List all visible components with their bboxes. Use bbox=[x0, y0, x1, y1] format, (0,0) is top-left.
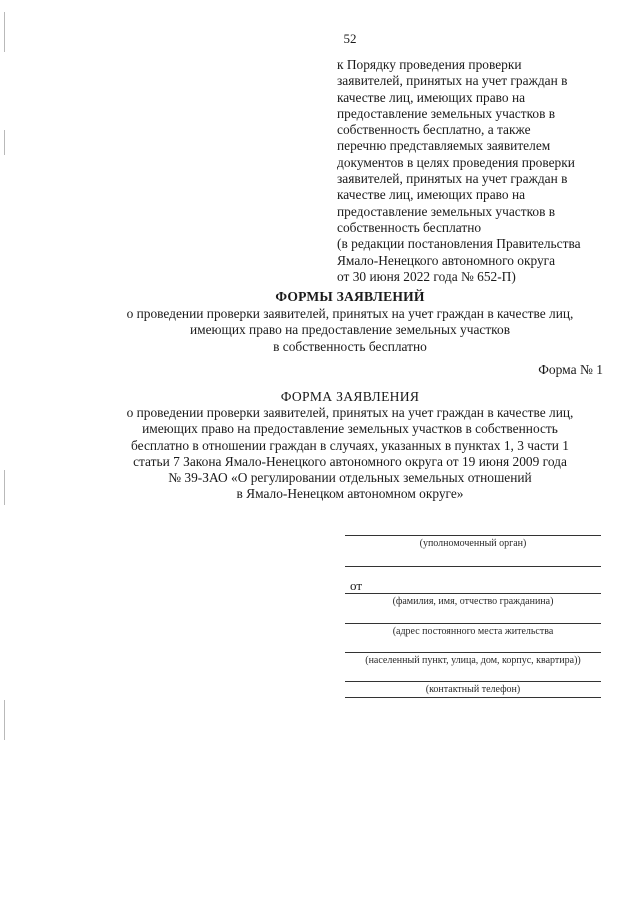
form-title: ФОРМА ЗАЯВЛЕНИЯ bbox=[280, 389, 420, 404]
form-description-line: имеющих право на предоставление земельных участков в собственность bbox=[142, 421, 558, 437]
name-caption: (фамилия, имя, отчество гражданина) bbox=[392, 596, 554, 607]
form-description bbox=[0, 405, 640, 503]
appendix-line: документов в целях проведения проверки bbox=[337, 154, 575, 170]
authority-fill-line-2 bbox=[345, 566, 601, 567]
form-description-line: в Ямало-Ненецком автономном округе» bbox=[236, 486, 464, 502]
appendix-line: качестве лиц, имеющих право на bbox=[337, 187, 526, 203]
address-detail-caption: (населенный пункт, улица, дом, корпус, квартира)) bbox=[365, 655, 581, 666]
scan-edge-mark bbox=[4, 130, 5, 155]
forms-subtitle-line: в собственность бесплатно bbox=[273, 338, 427, 354]
appendix-line: Ямало-Ненецкого автономного округа bbox=[337, 252, 556, 268]
page-number: 52 bbox=[343, 31, 357, 46]
appendix-line: собственность бесплатно, а также bbox=[337, 122, 531, 138]
appendix-line: перечню представляемых заявителем bbox=[337, 138, 551, 154]
authority-caption: (уполномоченный орган) bbox=[419, 538, 527, 549]
form-number: Форма № 1 bbox=[538, 362, 603, 377]
forms-subtitle-line: о проведении проверки заявителей, принятых на учет граждан в качестве лиц, bbox=[126, 306, 574, 321]
appendix-line: предоставление земельных участков в bbox=[337, 203, 556, 219]
name-fill-line bbox=[345, 593, 601, 594]
scan-edge-mark bbox=[4, 700, 5, 740]
appendix-line: собственность бесплатно bbox=[337, 219, 482, 235]
form-description-line: статьи 7 Закона Ямало-Ненецкого автономного округа от 19 июня 2009 года bbox=[133, 453, 567, 469]
form-description-line: № 39-ЗАО «О регулировании отдельных земельных отношений bbox=[168, 470, 532, 486]
appendix-line: качестве лиц, имеющих право на bbox=[337, 89, 526, 105]
phone-caption: (контактный телефон) bbox=[425, 684, 521, 695]
address-caption: (адрес постоянного места жительства bbox=[392, 626, 554, 637]
appendix-line: предоставление земельных участков в bbox=[337, 105, 556, 121]
authority-fill-line bbox=[345, 535, 601, 536]
address-fill-line bbox=[345, 623, 601, 624]
address-detail-fill-line bbox=[345, 652, 601, 653]
appendix-line: к Порядку проведения проверки bbox=[337, 57, 522, 72]
phone-fill-line-2 bbox=[345, 697, 601, 698]
forms-subtitle bbox=[0, 306, 640, 355]
phone-fill-line bbox=[345, 681, 601, 682]
forms-title: ФОРМЫ ЗАЯВЛЕНИЙ bbox=[275, 289, 425, 304]
appendix-line: (в редакции постановления Правительства bbox=[337, 236, 581, 252]
form-description-line: о проведении проверки заявителей, принятых на учет граждан в качестве лиц, bbox=[126, 405, 574, 420]
appendix-line: заявителей, принятых на учет граждан в bbox=[337, 73, 568, 89]
forms-subtitle-line: имеющих право на предоставление земельных участков bbox=[189, 322, 511, 338]
form-description-line: бесплатно в отношении граждан в случаях, указанных в пунктах 1, 3 части 1 bbox=[131, 437, 569, 453]
appendix-line: заявителей, принятых на учет граждан в bbox=[337, 171, 568, 187]
appendix-reference bbox=[337, 57, 637, 285]
appendix-line: от 30 июня 2022 года № 652-П) bbox=[337, 268, 516, 284]
from-label: от bbox=[350, 578, 363, 593]
